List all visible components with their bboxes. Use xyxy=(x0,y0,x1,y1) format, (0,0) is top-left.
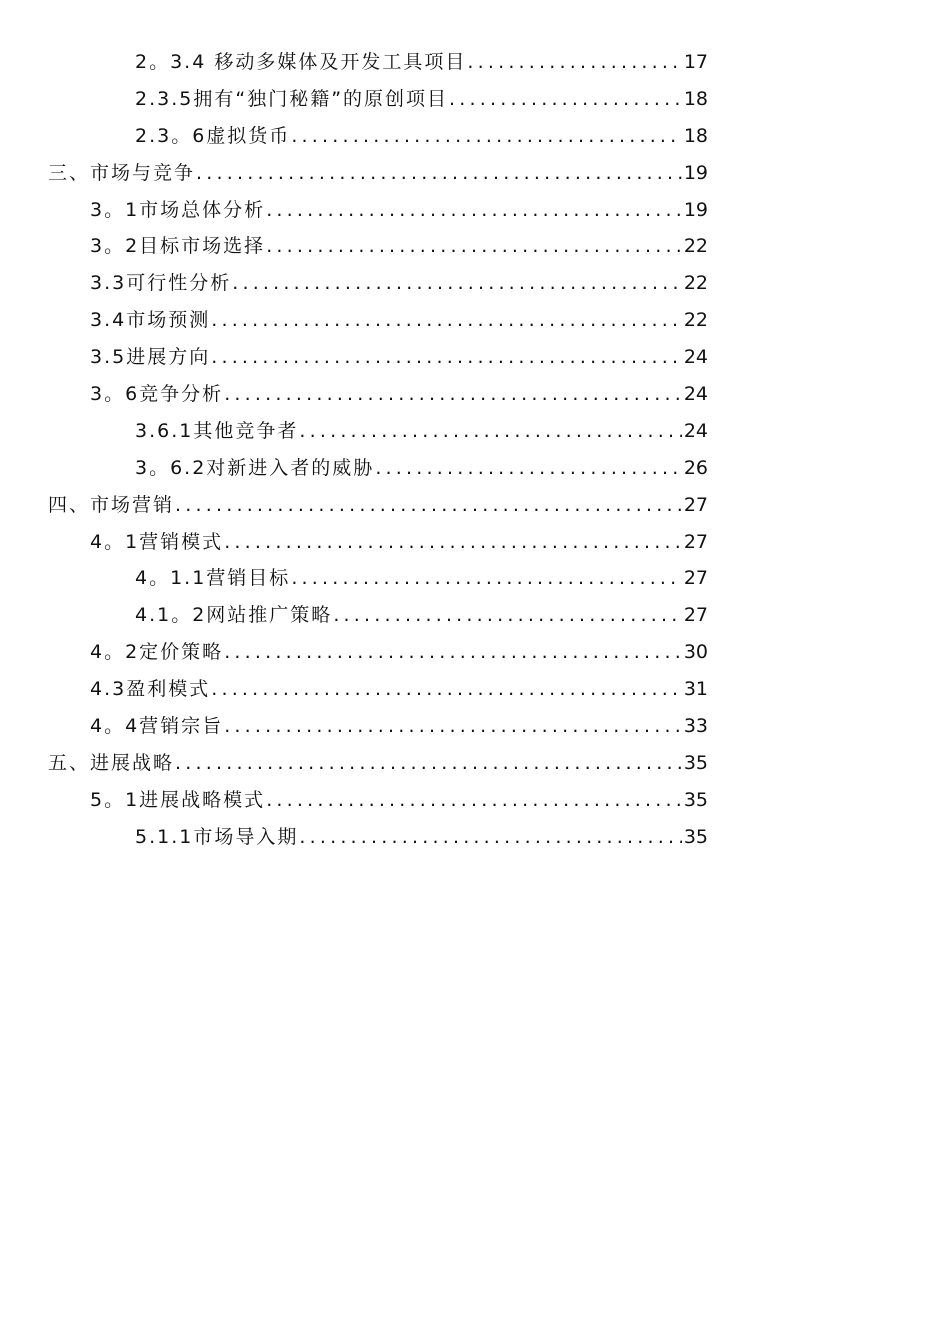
toc-entry[interactable] xyxy=(0,44,950,81)
toc-entry-title: 4。1.1营销目标 xyxy=(135,567,291,590)
toc-entry[interactable] xyxy=(0,81,950,118)
toc-entry-page: 30 xyxy=(683,641,708,664)
toc-entry[interactable] xyxy=(0,782,950,819)
toc-entry[interactable] xyxy=(0,597,950,634)
dot-leader xyxy=(211,339,682,376)
toc-entry[interactable] xyxy=(0,745,950,782)
toc-entry-title: 4。4营销宗旨 xyxy=(90,715,224,738)
dot-leader xyxy=(266,192,682,229)
toc-entry-title: 5。1进展战略模式 xyxy=(90,788,266,811)
toc-entry[interactable] xyxy=(0,487,950,524)
dot-leader xyxy=(224,708,682,745)
toc-entry[interactable] xyxy=(0,155,950,192)
toc-entry-title: 3。1市场总体分析 xyxy=(90,198,266,221)
toc-entry-page: 19 xyxy=(683,198,708,221)
toc-entry-title: 4。1营销模式 xyxy=(90,530,224,553)
toc-entry-title: 4。2定价策略 xyxy=(90,641,224,664)
toc-entry-title: 3。6竞争分析 xyxy=(90,383,224,406)
toc-entry-page: 19 xyxy=(683,161,708,184)
toc-entry-title: 4.1。2网站推广策略 xyxy=(135,604,333,627)
toc-entry[interactable] xyxy=(0,413,950,450)
toc-entry-title: 3。2目标市场选择 xyxy=(90,235,266,258)
toc-entry-title: 五、进展战略 xyxy=(48,751,175,774)
dot-leader xyxy=(175,487,682,524)
dot-leader xyxy=(211,302,682,339)
toc-entry-title: 四、市场营销 xyxy=(48,493,175,516)
toc-entry-page: 33 xyxy=(683,715,708,738)
toc-entry-page: 24 xyxy=(683,383,708,406)
toc-entry[interactable] xyxy=(0,560,950,597)
toc-entry-page: 18 xyxy=(683,124,708,147)
toc-entry-page: 26 xyxy=(683,456,708,479)
toc-entry-page: 35 xyxy=(683,788,708,811)
toc-entry[interactable] xyxy=(0,671,950,708)
toc-entry[interactable] xyxy=(0,376,950,413)
toc-entry-title: 三、市场与竞争 xyxy=(48,161,196,184)
toc-entry-page: 22 xyxy=(683,235,708,258)
toc-entry-page: 27 xyxy=(683,604,708,627)
toc-entry-page: 22 xyxy=(683,272,708,295)
dot-leader xyxy=(224,376,682,413)
dot-leader xyxy=(196,155,682,192)
toc-entry-page: 35 xyxy=(683,825,708,848)
toc-entry-title: 4.3盈利模式 xyxy=(90,678,211,701)
toc-entry-page: 22 xyxy=(683,309,708,332)
toc-entry[interactable] xyxy=(0,524,950,561)
toc-entry-title: 2.3。6虚拟货币 xyxy=(135,124,291,147)
toc-entry-title: 5.1.1市场导入期 xyxy=(135,825,299,848)
toc-entry[interactable] xyxy=(0,228,950,265)
dot-leader xyxy=(299,819,681,856)
toc-entry[interactable] xyxy=(0,339,950,376)
dot-leader xyxy=(211,671,682,708)
dot-leader xyxy=(333,597,682,634)
toc-entry-page: 27 xyxy=(683,530,708,553)
dot-leader xyxy=(291,560,682,597)
toc-entry[interactable] xyxy=(0,265,950,302)
dot-leader xyxy=(266,782,682,819)
toc-entry-title: 3.4市场预测 xyxy=(90,309,211,332)
dot-leader xyxy=(232,265,682,302)
dot-leader xyxy=(375,450,682,487)
toc-entry-title: 3.3可行性分析 xyxy=(90,272,232,295)
toc-entry-title: 3。6.2对新进入者的威胁 xyxy=(135,456,375,479)
toc-entry[interactable] xyxy=(0,302,950,339)
dot-leader xyxy=(291,118,682,155)
dot-leader xyxy=(467,44,681,81)
toc-entry[interactable] xyxy=(0,192,950,229)
toc-entry-title: 3.6.1其他竞争者 xyxy=(135,419,299,442)
dot-leader xyxy=(175,745,682,782)
toc-entry[interactable] xyxy=(0,708,950,745)
dot-leader xyxy=(299,413,681,450)
toc-entry-page: 27 xyxy=(683,493,708,516)
toc-entry[interactable] xyxy=(0,819,950,856)
toc-entry-title: 2。3.4 移动多媒体及开发工具项目 xyxy=(135,51,467,73)
toc-entry-page: 35 xyxy=(683,751,708,774)
toc-entry-page: 17 xyxy=(683,51,708,73)
table-of-contents xyxy=(0,44,950,856)
toc-entry[interactable] xyxy=(0,118,950,155)
toc-entry-page: 27 xyxy=(683,567,708,590)
dot-leader xyxy=(449,81,682,118)
dot-leader xyxy=(224,634,682,671)
toc-entry[interactable] xyxy=(0,634,950,671)
toc-entry-page: 31 xyxy=(683,678,708,701)
toc-entry-page: 24 xyxy=(683,346,708,369)
dot-leader xyxy=(266,228,682,265)
dot-leader xyxy=(224,524,682,561)
toc-entry-title: 3.5进展方向 xyxy=(90,346,211,369)
toc-entry[interactable] xyxy=(0,450,950,487)
toc-entry-page: 18 xyxy=(683,87,708,110)
toc-entry-title: 2.3.5拥有“独门秘籍”的原创项目 xyxy=(135,87,449,110)
toc-entry-page: 24 xyxy=(683,419,708,442)
